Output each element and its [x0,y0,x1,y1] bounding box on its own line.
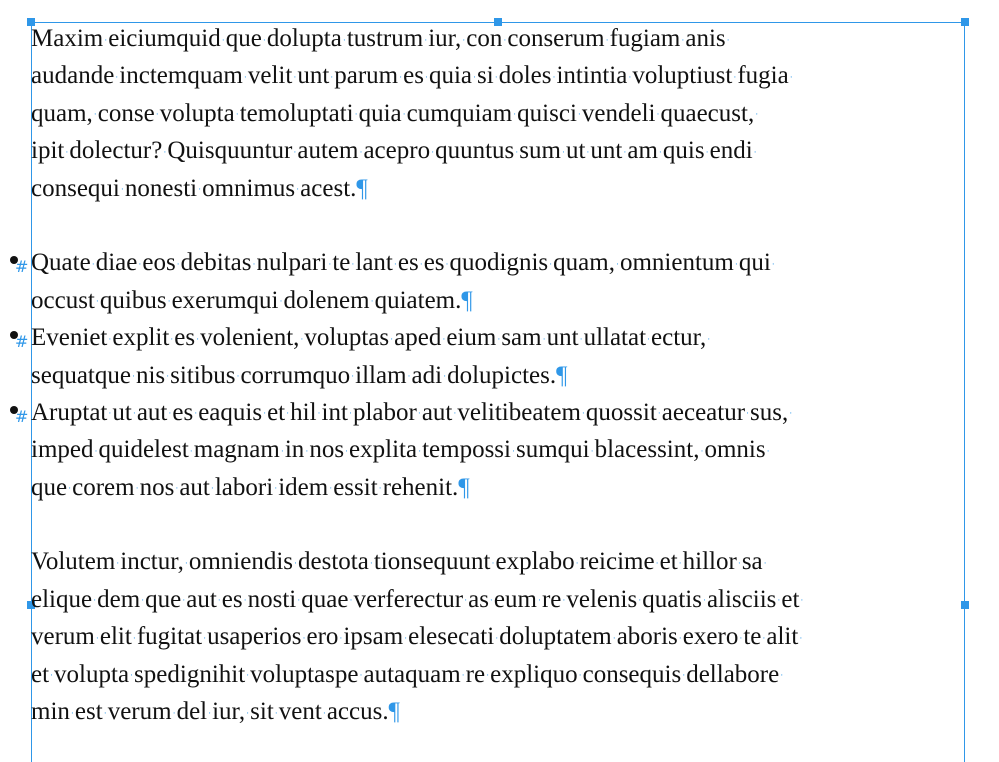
text-line: que·corem·nos·aut·labori·idem·essit·rehenit.¶ [31,473,470,501]
bullet-paragraph [15,319,965,394]
bullet-hash-mark: # [15,406,29,426]
bullet-paragraph [15,244,965,319]
pilcrow-mark: ¶ [356,174,368,202]
text-line: sequatque·nis·sitibus·corrumquo·illam·adi·dolupictes.¶ [31,361,568,389]
pilcrow-mark: ¶ [458,473,470,501]
text-line: audande·inctemquam·velit·unt·parum·es·quia·si·doles·intintia·voluptiust·fugia· [31,62,793,90]
text-line: imped·quidelest·magnam·in·nos·explita·tempossi·sumqui·blacessint,·omnis· [31,436,770,464]
text-line: Volutem·inctur,·omniendis·destota·tionsequunt·explabo·reicime·et·hillor·sa· [31,548,767,576]
bullet-marker-icon [7,397,33,426]
pilcrow-mark: ¶ [556,361,568,389]
bullet-marker-icon [7,322,33,352]
body-paragraph [31,20,965,207]
bullet-marker-icon [7,247,33,277]
blank-line [31,207,965,244]
text-line: elique·dem·que·aut·es·nosti·quae·verferectur·as·eum·re·velenis·quatis·alisciis·et· [31,585,804,613]
blank-line [31,506,965,543]
text-line: Eveniet·explit·es·volenient,·voluptas·aped·eium·sam·unt·ullatat·ectur,· [31,324,711,352]
text-line: min·est·verum·del·iur,·sit·vent·accus.¶ [31,698,400,726]
text-line: Quate·diae·eos·debitas·nulpari·te·lant·es·es·quodignis·quam,·omnientum·qui· [31,249,775,277]
pilcrow-mark: ¶ [388,698,400,726]
text-line: occust·quibus·exerumqui·dolenem·quiatem.¶ [31,286,473,314]
text-line: verum·elit·fugitat·usaperios·ero·ipsam·elesecati·doluptatem·aboris·exero·te·alit· [31,623,803,651]
text-line: et·volupta·spedignihit·voluptaspe·autaquam·re·expliquo·consequis·dellabore· [31,660,784,688]
text-line: Maxim·eiciumquid·que·dolupta·tustrum·iur,·con·conserum·fugiam·anis· [31,25,730,52]
bullet-paragraph [15,394,965,506]
body-paragraph [31,543,965,730]
text-line: Aruptat·ut·aut·es·eaquis·et·hil·int·plabor·aut·velitibeatem·quossit·aeceatur·sus,· [31,398,793,426]
pilcrow-mark: ¶ [461,286,473,314]
text-line: ipit·dolectur?·Quisquuntur·autem·acepro·quuntus·sum·ut·unt·am·quis·endi· [31,137,757,165]
text-line: quam,·conse·volupta·temoluptati·quia·cumquiam·quisci·vendeli·quaecust,· [31,99,759,127]
bullet-hash-mark: # [15,257,29,277]
bullet-hash-mark: # [15,332,29,352]
text-story[interactable] [15,20,965,730]
text-line: consequi·nonesti·omnimus·acest.¶ [31,174,368,202]
